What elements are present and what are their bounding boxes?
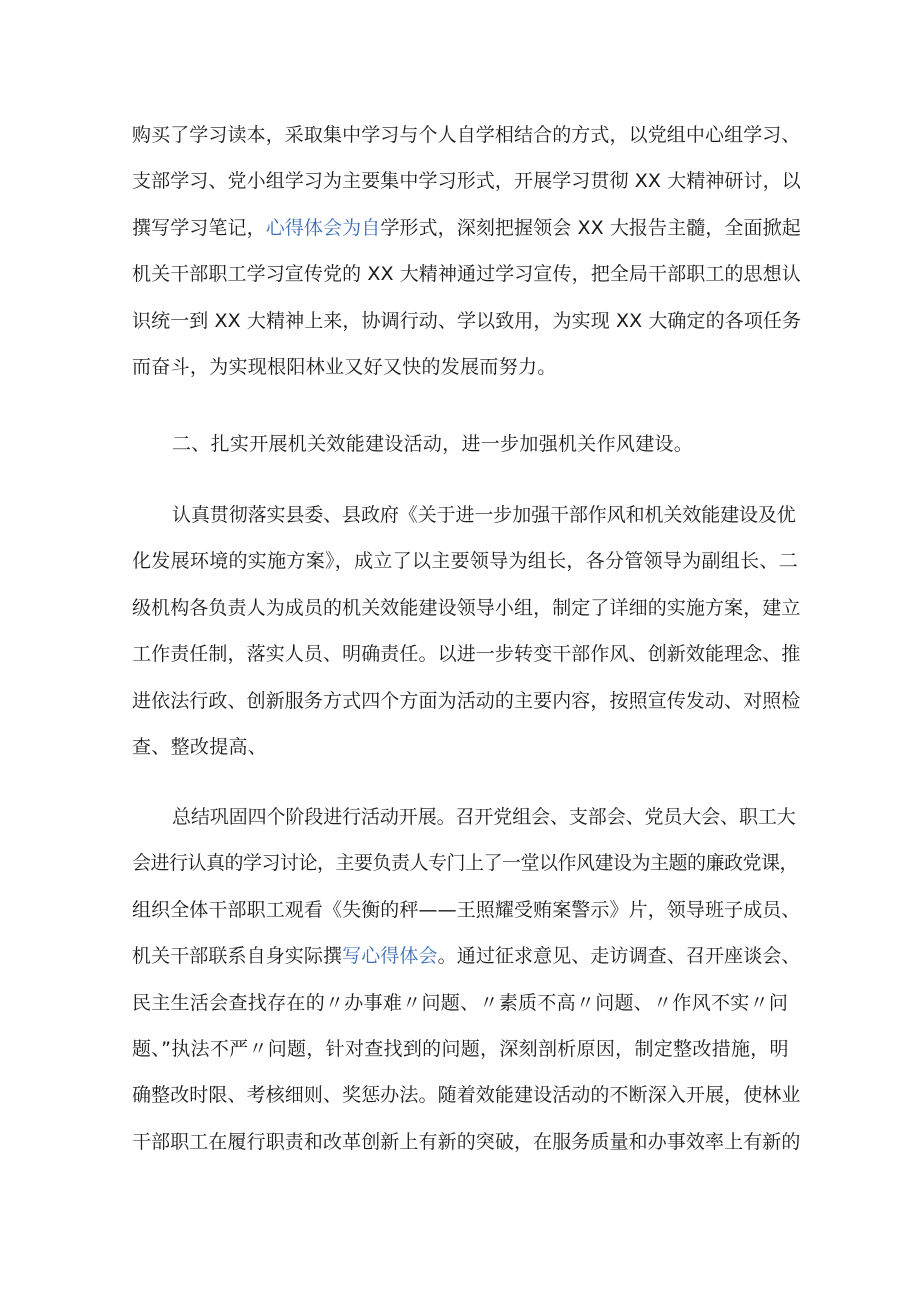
experience-link[interactable]: 写心得体会 (342, 945, 438, 968)
text-line: 识统一到 XX 大精神上来，协调行动、学以致用，为实现 XX 大确定的各项任务 (132, 309, 802, 332)
text-line: 民主生活会查找存在的〃办事难〃问题、〃素质不高〃问题、〃作风不实〃问 (132, 991, 789, 1014)
text-line: 总结巩固四个阶段进行活动开展。召开党组会、支部会、党员大会、职工大 (172, 806, 796, 828)
text-line (132, 205, 800, 251)
text-line: 工作责任制，落实人员、明确责任。以进一步转变干部作风、创新效能理念、推 (132, 643, 801, 666)
text-segment: 。通过征求意见、走访调查、召开座谈会、 (437, 945, 801, 968)
text-line: 机关干部职工学习宣传党的 XX 大精神通过学习宣传，把全局干部职工的思想认 (132, 263, 801, 286)
text-line: 会进行认真的学习讨论，主要负责人专门上了一堂以作风建设为主题的廉政党课， (132, 852, 799, 875)
text-line: 级机构各负责人为成员的机关效能建设领导小组，制定了详细的实施方案，建立 (132, 596, 801, 619)
text-segment: 机关干部联系自身实际撰 (132, 945, 343, 968)
text-line (132, 933, 800, 979)
text-segment: 撰写学习笔记， (132, 216, 266, 239)
text-segment: 学形式，深刻把握领会 XX 大报告主髓，全面掀起 (380, 216, 801, 239)
text-line: 进依法行政、创新服务方式四个方面为活动的主要内容，按照宣传发动、对照检 (132, 689, 801, 712)
text-line: 查、整改提高、 (132, 735, 268, 758)
section-heading: 二、扎实开展机关效能建设活动，进一步加强机关作风建设。 (172, 433, 694, 455)
text-line: 干部职工在履行职责和改革创新上有新的突破，在服务质量和办事效率上有新的 (132, 1130, 801, 1153)
text-line: 认真贯彻落实县委、县政府《关于进一步加强干部作风和机关效能建设及优 (172, 504, 796, 526)
section-heading-2 (132, 421, 800, 467)
text-line: 化发展环境的实施方案》，成立了以主要领导为组长，各分管领导为副组长、二 (132, 550, 799, 573)
text-line: 支部学习、党小组学习为主要集中学习形式，开展学习贯彻 XX 大精神研讨，以 (132, 170, 801, 193)
text-line: 题、”执法不严〃问题，针对查找到的问题，深刻剖析原因，制定整改措施，明 (132, 1037, 789, 1060)
text-line: 组织全体干部职工观看《失衡的秤——王照耀受贿案警示》片，领导班子成员、 (132, 898, 801, 921)
paragraph-study-xx-spirit (132, 112, 800, 390)
text-line: 购买了学习读本，采取集中学习与个人自学相结合的方式，以党组中心组学习、 (132, 124, 801, 146)
paragraph-efficiency-plan (132, 492, 800, 770)
paragraph-activity-summary (132, 794, 800, 1165)
experience-link[interactable]: 心得体会为自 (265, 216, 381, 239)
text-line: 而奋斗，为实现根阳林业又好又快的发展而努力。 (132, 355, 557, 378)
text-line: 确整改时限、考核细则、奖惩办法。随着效能建设活动的不断深入开展，使林业 (132, 1084, 801, 1107)
